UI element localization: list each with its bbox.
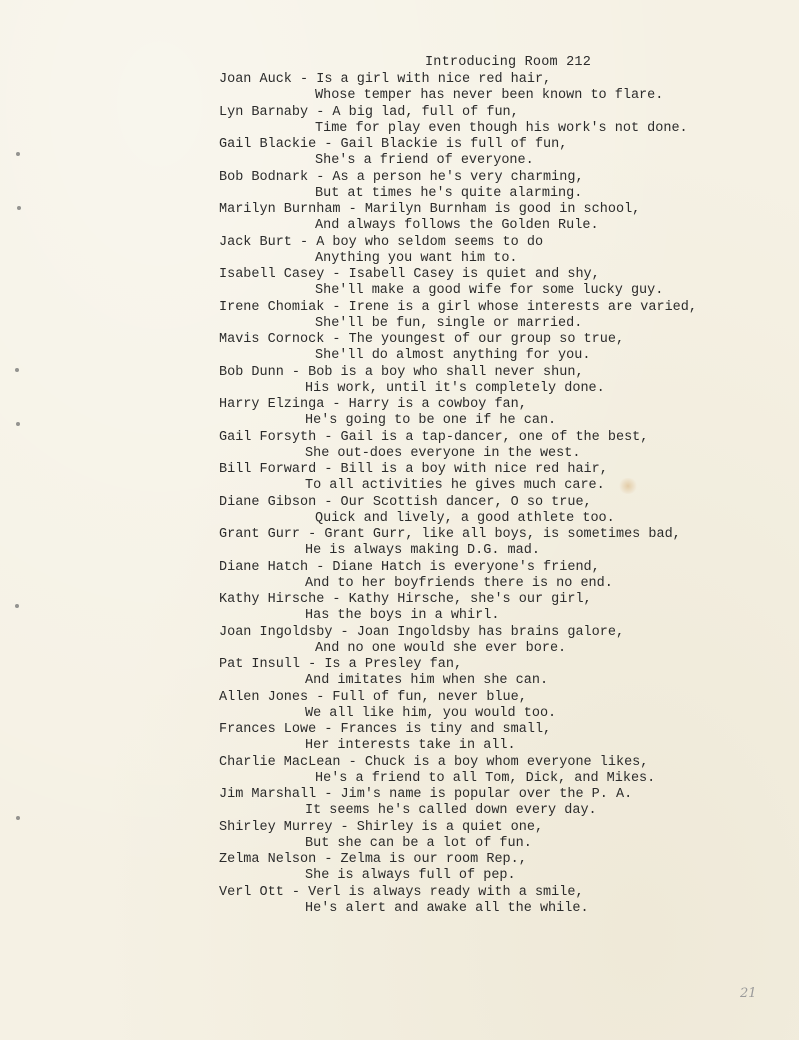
entry-second-line: Her interests take in all.	[305, 738, 516, 754]
entry-first-line: Kathy Hirsche - Kathy Hirsche, she's our girl,	[219, 592, 592, 607]
student-entry	[219, 365, 697, 398]
entry-second-line: He's a friend to all Tom, Dick, and Mikes.	[315, 770, 656, 786]
entry-first-line: Irene Chomiak - Irene is a girl whose interests are varied,	[219, 299, 697, 315]
student-entry	[219, 885, 697, 918]
student-entry	[219, 267, 697, 300]
entry-first-line: Joan Ingoldsby - Joan Ingoldsby has brains galore,	[219, 624, 625, 640]
entry-second-line: But at times he's quite alarming.	[315, 185, 583, 201]
student-entry	[219, 137, 697, 170]
entry-second-line: He's alert and awake all the while.	[305, 900, 589, 916]
student-entry	[219, 332, 697, 365]
entry-second-line: But she can be a lot of fun.	[305, 835, 532, 851]
student-entry	[219, 852, 697, 885]
entry-first-line: Gail Blackie - Gail Blackie is full of fun,	[219, 137, 568, 152]
page-number: 21	[740, 986, 757, 1001]
margin-mark	[16, 422, 20, 426]
student-entry	[219, 300, 697, 333]
entry-first-line: Zelma Nelson - Zelma is our room Rep.,	[219, 852, 527, 867]
entry-second-line: He is always making D.G. mad.	[305, 543, 540, 559]
student-entry	[219, 690, 697, 723]
entry-second-line: And always follows the Golden Rule.	[315, 218, 599, 234]
student-entry	[219, 722, 697, 755]
student-entry	[219, 170, 697, 203]
entry-second-line: Whose temper has never been known to flare.	[315, 88, 664, 104]
student-entries	[219, 72, 697, 917]
student-entry	[219, 527, 697, 560]
entry-second-line: Quick and lively, a good athlete too.	[315, 510, 615, 526]
entry-second-line: His work, until it's completely done.	[305, 380, 605, 396]
entry-first-line: Grant Gurr - Grant Gurr, like all boys, is sometimes bad,	[219, 527, 681, 542]
entry-second-line: And no one would she ever bore.	[315, 640, 567, 656]
student-entry	[219, 202, 697, 235]
margin-mark	[16, 152, 20, 156]
student-entry	[219, 625, 697, 658]
entry-first-line: Harry Elzinga - Harry is a cowboy fan,	[219, 397, 527, 412]
entry-first-line: Jim Marshall - Jim's name is popular over the P. A.	[219, 787, 633, 802]
student-entry	[219, 560, 697, 593]
entry-first-line: Pat Insull - Is a Presley fan,	[219, 657, 463, 672]
student-entry	[219, 755, 697, 788]
entry-first-line: Mavis Cornock - The youngest of our group so true,	[219, 332, 625, 347]
entry-first-line: Allen Jones - Full of fun, never blue,	[219, 689, 527, 705]
student-entry	[219, 397, 697, 430]
entry-second-line: Time for play even though his work's not done.	[315, 120, 688, 136]
paper-stain	[618, 478, 638, 494]
entry-second-line: And to her boyfriends there is no end.	[305, 575, 613, 591]
entry-first-line: Verl Ott - Verl is always ready with a smile,	[219, 884, 584, 900]
entry-first-line: Frances Lowe - Frances is tiny and small,	[219, 722, 552, 737]
entry-first-line: Lyn Barnaby - A big lad, full of fun,	[219, 104, 519, 120]
student-entry	[219, 235, 697, 268]
student-entry	[219, 105, 697, 138]
entry-first-line: Charlie MacLean - Chuck is a boy whom everyone likes,	[219, 754, 649, 770]
entry-first-line: Shirley Murrey - Shirley is a quiet one,	[219, 819, 544, 835]
entry-second-line: It seems he's called down every day.	[305, 803, 597, 819]
margin-mark	[15, 604, 19, 608]
entry-second-line: Anything you want him to.	[315, 250, 518, 266]
entry-second-line: She out-does everyone in the west.	[305, 445, 581, 461]
entry-second-line: She'll make a good wife for some lucky guy.	[315, 283, 664, 299]
entry-second-line: She's a friend of everyone.	[315, 153, 534, 169]
margin-mark	[15, 368, 19, 372]
margin-mark	[16, 816, 20, 820]
student-entry	[219, 820, 697, 853]
entry-second-line: We all like him, you would too.	[305, 705, 557, 721]
entry-first-line: Bill Forward - Bill is a boy with nice red hair,	[219, 462, 608, 477]
student-entry	[219, 592, 697, 625]
student-entry	[219, 787, 697, 820]
entry-first-line: Isabell Casey - Isabell Casey is quiet and shy,	[219, 267, 600, 282]
student-entry	[219, 657, 697, 690]
entry-second-line: She'll be fun, single or married.	[315, 315, 583, 331]
entry-first-line: Diane Hatch - Diane Hatch is everyone's friend,	[219, 559, 600, 575]
margin-mark	[17, 206, 21, 210]
entry-first-line: Jack Burt - A boy who seldom seems to do	[219, 234, 544, 250]
entry-first-line: Bob Dunn - Bob is a boy who shall never shun,	[219, 364, 584, 380]
entry-second-line: She is always full of pep.	[305, 868, 516, 884]
entry-second-line: She'll do almost anything for you.	[315, 348, 591, 364]
entry-second-line: He's going to be one if he can.	[305, 413, 557, 429]
entry-first-line: Bob Bodnark - As a person he's very charming,	[219, 169, 584, 185]
entry-second-line: Has the boys in a whirl.	[305, 608, 500, 624]
entry-first-line: Marilyn Burnham - Marilyn Burnham is good in school,	[219, 202, 641, 217]
entry-second-line: To all activities he gives much care.	[305, 478, 605, 494]
entry-first-line: Gail Forsyth - Gail is a tap-dancer, one of the best,	[219, 429, 649, 445]
page-title: Introducing Room 212	[425, 55, 592, 70]
entry-first-line: Joan Auck - Is a girl with nice red hair,	[219, 72, 552, 87]
entry-first-line: Diane Gibson - Our Scottish dancer, O so true,	[219, 494, 592, 510]
student-entry	[219, 430, 697, 463]
student-entry	[219, 72, 697, 105]
student-entry	[219, 495, 697, 528]
entry-second-line: And imitates him when she can.	[305, 673, 549, 689]
